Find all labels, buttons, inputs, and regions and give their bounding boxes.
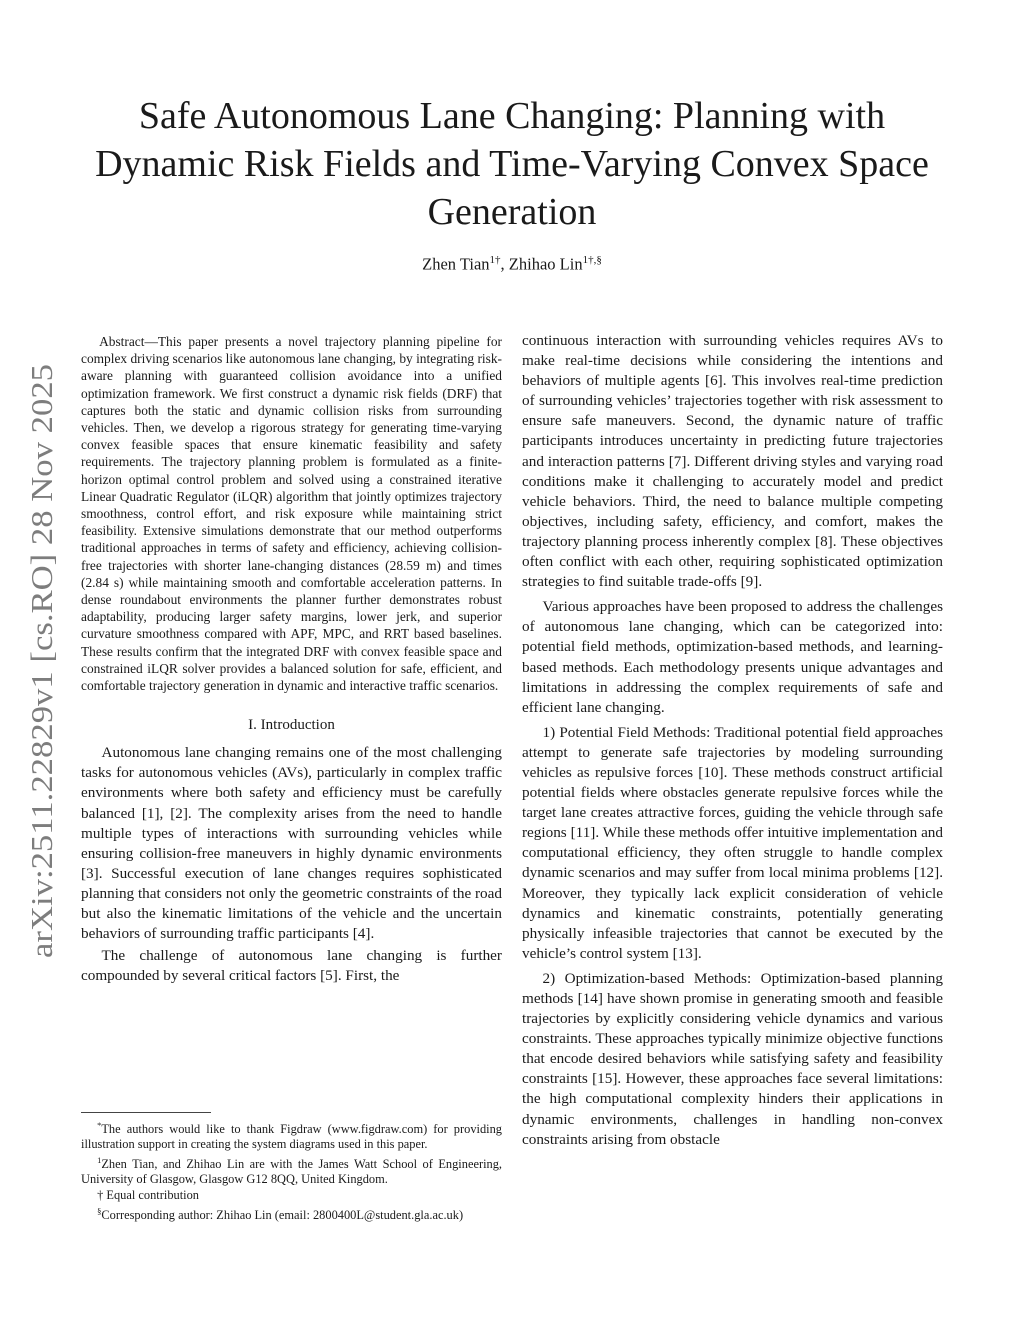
right-column bbox=[522, 331, 943, 1155]
footnote-mark: 1 bbox=[97, 1154, 102, 1165]
footnote-text: Corresponding author: Zhihao Lin (email: 2800400L@student.gla.ac.uk) bbox=[101, 1207, 464, 1222]
body-paragraph: Autonomous lane changing remains one of the most challenging tasks for autonomous vehicles (AVs), particularly in complex traffic environments where both safety and efficiency must be carefully balanced [1], [2]. The complexity arises from the need to handle multiple types of interactions with surrounding vehicles while ensuring collision-free maneuvers in highly dynamic environments [3]. Successful execution of lane changes requires sophisticated planning that considers not only the geometric constraints of the road but also the kinematic limitations of the vehicle and the uncertain behaviors of surrounding traffic participants [4]. bbox=[81, 744, 502, 943]
body-paragraph: 2) Optimization-based Methods: Optimization-based planning methods [14] have shown promise in generating smooth and feasible trajectories by explicitly considering vehicle dynamics and various constraints. These approaches typically minimize objective functions that encode desired behaviors while satisfying safety and feasibility constraints [15]. However, these approaches face several limitations: the high computational complexity hinders their applications in dynamic environments, challenges in handling non-convex constraints arising from obstacle bbox=[522, 969, 943, 1148]
author-name: Zhen Tian bbox=[422, 254, 490, 274]
footnote bbox=[81, 1153, 502, 1187]
body-paragraph: Various approaches have been proposed to address the challenges of autonomous lane changing, which can be categorized into: potential field methods, optimization-based methods, and learning-based methods. Each methodology presents unique advantages and limitations in addressing the complex requirements of safe and efficient lane changing. bbox=[522, 598, 943, 716]
left-column bbox=[81, 333, 502, 988]
footnote-text: The authors would like to thank Figdraw (www.figdraw.com) for providing illustration support in creating the system diagrams used in this paper. bbox=[81, 1122, 502, 1152]
footnote bbox=[81, 1204, 502, 1223]
author-separator: , bbox=[500, 254, 509, 274]
footnote-mark: * bbox=[97, 1120, 102, 1130]
author-affiliation-mark: 1† bbox=[489, 254, 501, 266]
abstract: Abstract—This paper presents a novel trajectory planning pipeline for complex driving scenarios like autonomous lane changing, by integrating risk-aware planning with guaranteed collision avoidance into a unified optimization framework. We first construct a dynamic risk fields (DRF) that captures both the static and dynamic collision risks from surrounding vehicles. Then, we develop a rigorous strategy for generating time-varying convex feasible spaces that ensure kinematic feasibility and safety requirements. The trajectory planning problem is formulated as a finite-horizon optimal control problem and solved using a constrained iterative Linear Quadratic Regulator (iLQR) algorithm that jointly optimizes trajectory smoothness, control effort, and risk exposure while maintaining strict feasibility. Extensive simulations demonstrate that our method outperforms traditional approaches in terms of safety and efficiency, achieving collision-free trajectories with shorter lane-changing distances (28.59 m) and times (2.84 s) while maintaining smooth and comfortable acceleration patterns. In dense roundabout environments the planner further demonstrates robust adaptability, producing larger safety margins, lower jerk, and superior curvature smoothness compared with APF, MPC, and RRT based baselines. These results confirm that the integrated DRF with convex feasible space and constrained iLQR solver provides a balanced solution for safe, efficient, and comfortable trajectory generation in dynamic and interactive traffic scenarios. bbox=[81, 334, 502, 694]
author-affiliation-mark: 1†,§ bbox=[582, 254, 602, 266]
footnote-mark: § bbox=[97, 1205, 102, 1216]
author-list bbox=[100, 254, 924, 275]
arxiv-id-text: arXiv:2511.22829v1 [cs.RO] 28 Nov 2025 bbox=[24, 427, 59, 958]
paper-title: Safe Autonomous Lane Changing: Planning with Dynamic Risk Fields and Time-Varying Convex Space Generation bbox=[95, 95, 929, 233]
body-paragraph: 1) Potential Field Methods: Traditional potential field approaches attempt to generate safe trajectories by modeling surrounding vehicles as repulsive forces [10]. These methods construct artificial potential fields where obstacles generate repulsive forces while the target lane creates attractive forces, guiding the vehicle through safe regions [11]. While these methods offer intuitive implementation and computational efficiency, they often struggle to handle complex dynamic scenarios and may suffer from local minima problems [12]. Moreover, they typically lack explicit consideration of vehicle dynamics and kinematic constraints, potentially generating physically infeasible trajectories that cannot be executed by the vehicle’s control system [13]. bbox=[522, 723, 943, 962]
author-name: Zhihao Lin bbox=[508, 254, 583, 274]
body-paragraph: The challenge of autonomous lane changing is further compounded by several critical factors [5]. First, the bbox=[81, 947, 502, 985]
footnote-mark: † bbox=[97, 1187, 104, 1202]
footnote-text: Zhen Tian, and Zhihao Lin are with the James Watt School of Engineering, University of Glasgow, Glasgow G12 8QQ, United Kingdom. bbox=[81, 1157, 502, 1186]
body-paragraph: continuous interaction with surrounding vehicles requires AVs to make real-time decisions while considering the intentions and behaviors of multiple agents [6]. This involves real-time prediction of surrounding vehicles’ trajectories together with risk assessment to ensure safe maneuvers. Second, the dynamic nature of traffic participants introduces uncertainty in predicting future trajectories and interaction patterns [7]. Different driving styles and varying road conditions make it challenging to accurately model and predict vehicle behaviors. Third, the need to balance multiple competing objectives, including safety, efficiency, and comfort, makes the trajectory planning process inherently complex [8]. These objectives often conflict with each other, requiring sophisticated optimization strategies to find suitable trade-offs [9]. bbox=[522, 332, 943, 591]
section-heading: I. Introduction bbox=[248, 717, 335, 734]
footnotes bbox=[81, 1112, 502, 1224]
footnote bbox=[81, 1188, 502, 1203]
footnote-rule bbox=[81, 1112, 211, 1113]
footnote bbox=[81, 1118, 502, 1152]
footnote-text: Equal contribution bbox=[106, 1187, 199, 1202]
